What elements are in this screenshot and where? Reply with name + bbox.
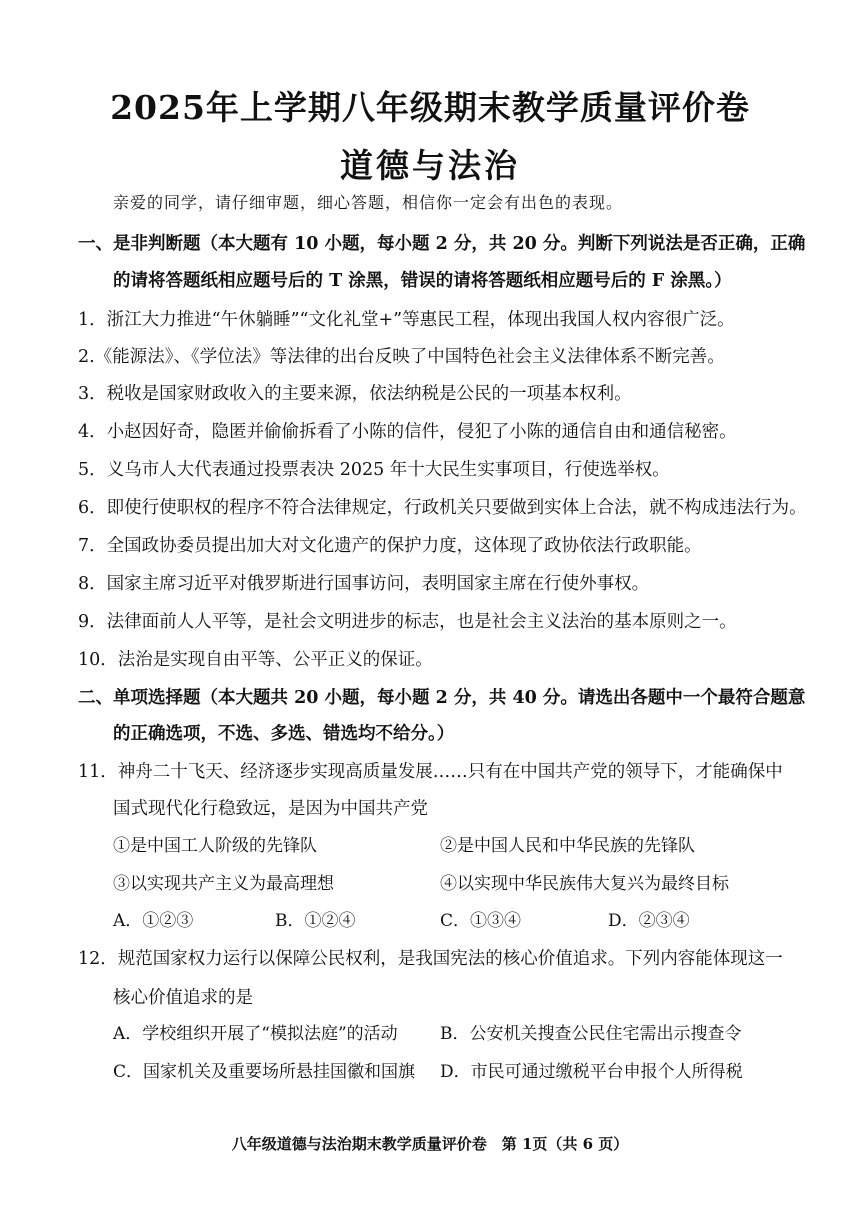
q12-option-a: A．学校组织开展了“模拟法庭”的活动 [113,1024,398,1044]
q12-option-b: B．公安机关搜查公民住宅需出示搜查令 [440,1024,742,1044]
question-6: 6．即使行使职权的程序不符合法律规定，行政机关只要做到实体上合法，就不构成违法行为。 [78,498,807,518]
q11-option-d: D．②③④ [608,911,690,931]
question-4: 4．小赵因好奇，隐匿并偷偷拆看了小陈的信件，侵犯了小陈的通信自由和通信秘密。 [78,422,737,442]
question-11-stem-line2: 国式现代化行稳致远，是因为中国共产党 [113,799,428,819]
question-8: 8．国家主席习近平对俄罗斯进行国事访问，表明国家主席在行使外事权。 [78,574,650,594]
q11-statement-3: ③以实现共产主义为最高理想 [113,874,334,894]
intro-text: 亲爱的同学，请仔细审题，细心答题，相信你一定会有出色的表现。 [113,193,624,212]
q11-statement-1: ①是中国工人阶级的先锋队 [113,836,317,856]
question-10: 10．法治是实现自由平等、公平正义的保证。 [78,650,433,670]
q11-option-b: B．①②④ [275,911,356,931]
question-1: 1．浙江大力推进“午休躺睡”“文化礼堂+”等惠民工程，体现出我国人权内容很广泛。 [78,310,735,330]
question-11-stem-line1: 11．神舟二十飞天、经济逐步实现高质量发展……只有在中国共产党的领导下，才能确保中 [78,762,783,782]
q11-statement-4: ④以实现中华民族伟大复兴为最终目标 [440,874,729,894]
section1-heading-line1: 一、是非判断题（本大题有 10 小题，每小题 2 分，共 20 分。判断下列说法是否正确，正确 [78,234,806,254]
q12-option-d: D．市民可通过缴税平台申报个人所得税 [440,1062,743,1082]
q11-statement-2: ②是中国人民和中华民族的先锋队 [440,836,695,856]
subject-title: 道德与法治 [340,146,520,185]
section1-heading-line2: 的请将答题纸相应题号后的 T 涂黑，错误的请将答题纸相应题号后的 F 涂黑。） [113,271,732,291]
q12-option-c: C．国家机关及重要场所悬挂国徽和国旗 [113,1062,416,1082]
question-7: 7．全国政协委员提出加大对文化遗产的保护力度，这体现了政协依法行政职能。 [78,536,702,556]
q11-option-c: C．①③④ [440,911,522,931]
section2-heading-line1: 二、单项选择题（本大题共 20 小题，每小题 2 分，共 40 分。请选出各题中一个最符合题意 [78,688,806,708]
page-footer: 八年级道德与法治期末教学质量评价卷 第 1页（共 6 页） [231,1135,629,1153]
q11-option-a: A．①②③ [113,911,194,931]
question-9: 9．法律面前人人平等，是社会文明进步的标志，也是社会主义法治的基本原则之一。 [78,612,737,632]
page-title: 2025年上学期八年级期末教学质量评价卷 [110,88,750,127]
question-2: 2.《能源法》、《学位法》等法律的出台反映了中国特色社会主义法律体系不断完善。 [78,347,725,367]
question-3: 3．税收是国家财政收入的主要来源，依法纳税是公民的一项基本权利。 [78,384,632,404]
question-12-stem-line2: 核心价值追求的是 [113,988,253,1008]
section2-heading-line2: 的正确选项，不选、多选、错选均不给分。） [113,724,455,744]
question-12-stem-line1: 12．规范国家权力运行以保障公民权利，是我国宪法的核心价值追求。下列内容能体现这一 [78,949,783,969]
question-5: 5．义乌市人大代表通过投票表决 2025 年十大民生实事项目，行使选举权。 [78,460,670,480]
